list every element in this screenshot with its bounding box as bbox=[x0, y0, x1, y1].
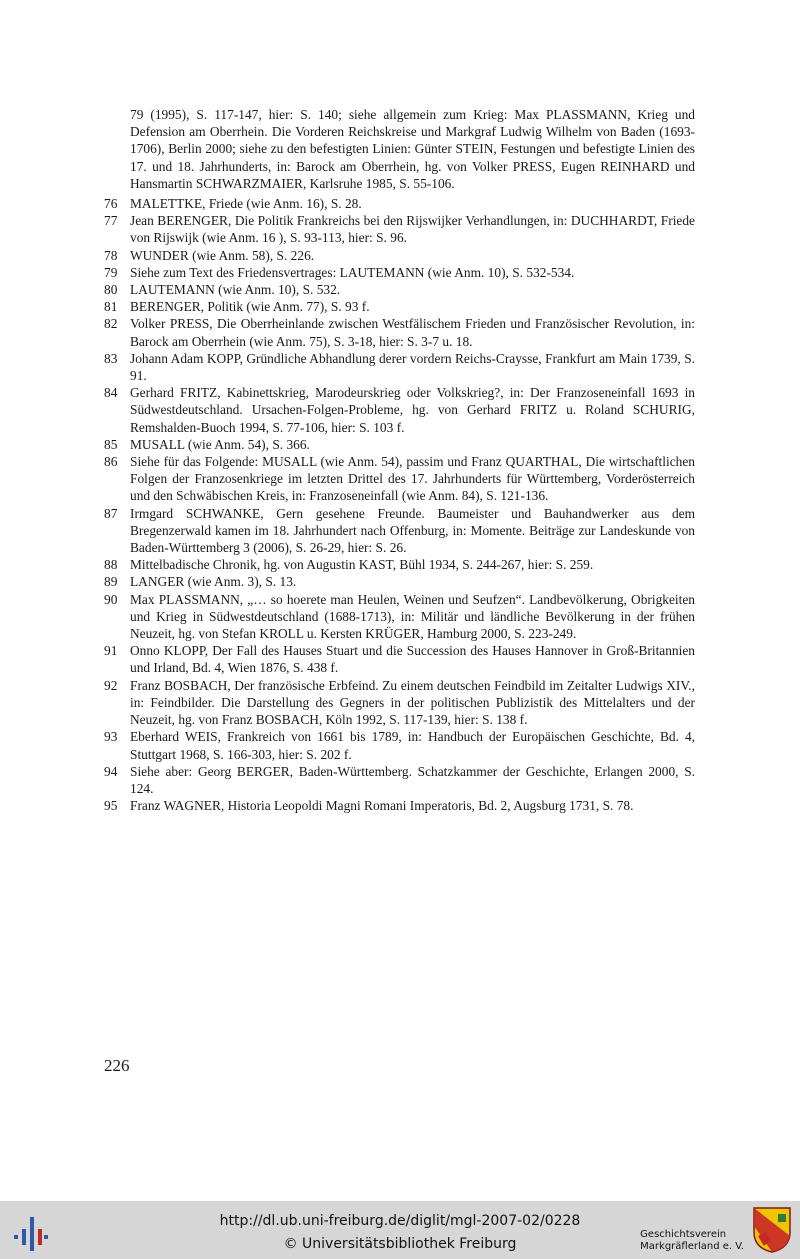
footnote-92 bbox=[104, 677, 695, 729]
footer-url[interactable]: http://dl.ub.uni-freiburg.de/diglit/mgl-2007-02/0228 bbox=[219, 1213, 581, 1229]
footnote-number: 91 bbox=[104, 643, 118, 659]
society-line-2: Markgräflerland e. V. bbox=[640, 1241, 744, 1252]
footnote-77 bbox=[104, 212, 695, 246]
footnote-number: 83 bbox=[104, 350, 118, 366]
footnote-number: 86 bbox=[104, 454, 118, 470]
footnote-text: MALETTKE, Friede (wie Anm. 16), S. 28. bbox=[130, 196, 362, 211]
footnote-text: Franz WAGNER, Historia Leopoldi Magni Romani Imperatoris, Bd. 2, Augsburg 1731, S. 78. bbox=[130, 798, 634, 814]
footnote-number: 94 bbox=[104, 763, 118, 779]
society-name bbox=[640, 1229, 744, 1253]
footnote-text: LANGER (wie Anm. 3), S. 13. bbox=[130, 574, 297, 590]
footnote-number: 90 bbox=[104, 591, 118, 607]
footnote-continuation: 79 (1995), S. 117-147, hier: S. 140; siehe allgemein zum Krieg: Max PLASSMANN, Krieg und Defension am Oberrhein. Die Vorderen Reichskreise und Markgraf Ludwig Wilhelm von Baden (1693-1706), Berlin 2000; siehe zu den befestigten Linien: Günter STEIN, Festungen und befestigte Linien des 17. und 18. Jahrhunderts, in: Barock am Oberrhein, hg. von Volker PRESS, Eugen REINHARD und Hansmartin SCHWARZMAIER, Karlsruhe 1985, S. 55-106. bbox=[130, 107, 695, 191]
footnote-number: 77 bbox=[104, 213, 118, 229]
footnote-95 bbox=[104, 797, 695, 814]
footnote-78 bbox=[104, 247, 695, 264]
footnote-number: 82 bbox=[104, 316, 118, 332]
footnote-text: WUNDER (wie Anm. 58), S. 226. bbox=[130, 247, 315, 263]
footnote-82 bbox=[104, 315, 695, 349]
footnote-number: 84 bbox=[104, 385, 118, 401]
footnote-text: Siehe für das Folgende: MUSALL (wie Anm. 54), passim und Franz QUARTHAL, Die wirtschaftlichen Folgen der Franzosenkriege im letzten Drittel des 17. Jahrhunderts für Württemberg, Vorderösterreich und den Schwäbischen Kreis, in: Franzoseneinfall (wie Anm. 84), S. 121-136. bbox=[130, 454, 695, 504]
footer-bar bbox=[0, 1201, 800, 1259]
footnote-number: 92 bbox=[104, 677, 118, 693]
footnote-text: BERENGER, Politik (wie Anm. 77), S. 93 f. bbox=[130, 299, 370, 315]
footer-copyright: © Universitätsbibliothek Freiburg bbox=[283, 1236, 517, 1252]
footnote-number: 78 bbox=[104, 247, 118, 263]
footnote-text: MUSALL (wie Anm. 54), S. 366. bbox=[130, 436, 310, 452]
footnote-84 bbox=[104, 384, 695, 436]
footnote-text: Franz BOSBACH, Der französische Erbfeind. Zu einem deutschen Feindbild im Zeitalter Ludwigs XIV., in: Feindbilder. Die Darstellung des Gegners in der politischen Publizistik des Mittelalters und der Neuzeit, hg. von Franz BOSBACH, Köln 1992, S. 117-139, hier: S. 138 f. bbox=[130, 677, 695, 728]
footnote-list bbox=[104, 195, 695, 814]
footnote-86 bbox=[104, 453, 695, 505]
footnote-number: 89 bbox=[104, 574, 118, 590]
footnote-93 bbox=[104, 728, 695, 762]
footnote-94 bbox=[104, 763, 695, 797]
footnote-83 bbox=[104, 350, 695, 384]
footnote-text: Max PLASSMANN, „… so hoerete man Heulen, Weinen und Seufzen“. Landbevölkerung, Obrigkeiten und Krieg in Südwestdeutschland (1688-1713), in: Militär und ländliche Bevölkerung in der frühen Neuzeit, hg. von Stefan KROLL u. Kersten KRÜGER, Hamburg 2000, S. 223-249. bbox=[130, 591, 695, 642]
society-line-1: Geschichtsverein bbox=[640, 1229, 727, 1240]
footnote-text: Eberhard WEIS, Frankreich von 1661 bis 1789, in: Handbuch der Europäischen Geschichte, Bd. 4, Stuttgart 1968, S. 166-303, hier: S. 202 f. bbox=[130, 729, 695, 762]
footnote-90 bbox=[104, 591, 695, 643]
footnote-text: Johann Adam KOPP, Gründliche Abhandlung derer vordern Reichs-Craysse, Frankfurt am Main 1739, S. 91. bbox=[130, 350, 695, 384]
footnote-91 bbox=[104, 642, 695, 676]
footnote-number: 93 bbox=[104, 729, 118, 745]
footnote-79 bbox=[104, 264, 695, 281]
footnote-81 bbox=[104, 298, 695, 315]
footnote-text: Irmgard SCHWANKE, Gern gesehene Freunde. Baumeister und Bauhandwerker aus dem Bregenzerwald kamen im 18. Jahrhundert nach Offenburg, in: Momente. Beiträge zur Landeskunde von Baden-Württemberg 3 (2006), S. 26-29, hier: S. 26. bbox=[130, 505, 695, 556]
footnote-text: Volker PRESS, Die Oberrheinlande zwischen Westfälischem Frieden und Französischer Revolution, in: Barock am Oberrhein (wie Anm. 75), S. 3-18, hier: S. 3-7 u. 18. bbox=[130, 316, 695, 349]
footnote-text: Siehe aber: Georg BERGER, Baden-Württemberg. Schatzkammer der Geschichte, Erlangen 2000, S. 124. bbox=[130, 763, 695, 796]
footnote-number: 87 bbox=[104, 505, 118, 521]
footnote-85 bbox=[104, 436, 695, 453]
footnote-number: 95 bbox=[104, 798, 118, 814]
footnote-text: Jean BERENGER, Die Politik Frankreichs bei den Rijswijker Verhandlungen, in: DUCHHARDT, Friede von Rijswijk (wie Anm. 16 ), S. 93-113, hier: S. 96. bbox=[130, 213, 695, 246]
footnote-text: LAUTEMANN (wie Anm. 10), S. 532. bbox=[130, 282, 341, 298]
coat-of-arms-icon bbox=[752, 1206, 792, 1254]
footnote-number: 88 bbox=[104, 557, 118, 573]
footnote-text: Onno KLOPP, Der Fall des Hauses Stuart und die Succession des Hauses Hannover in Groß-Britannien und Irland, Bd. 4, Wien 1876, S. 438 f. bbox=[130, 643, 695, 676]
footnote-number: 85 bbox=[104, 436, 118, 452]
footnote-76 bbox=[104, 195, 695, 212]
footnote-80 bbox=[104, 281, 695, 298]
footnote-87 bbox=[104, 505, 695, 557]
page-number: 226 bbox=[104, 1056, 130, 1075]
footnote-text: Siehe zum Text des Friedensvertrages: LAUTEMANN (wie Anm. 10), S. 532-534. bbox=[130, 264, 575, 280]
footnote-number: 81 bbox=[104, 299, 118, 315]
footnote-number: 80 bbox=[104, 282, 118, 298]
footnote-text: Gerhard FRITZ, Kabinettskrieg, Marodeurskrieg oder Volkskrieg?, in: Der Franzoseneinfall 1693 in Südwestdeutschland. Ursachen-Folgen-Probleme, hg. von Gerhard FRITZ u. Roland SCHURIG, Remshalden-Buoch 1994, S. 77-106, hier: S. 103 f. bbox=[130, 385, 695, 435]
footnote-number: 76 bbox=[104, 196, 118, 211]
footnote-number: 79 bbox=[104, 264, 118, 280]
footnote-text: Mittelbadische Chronik, hg. von Augustin KAST, Bühl 1934, S. 244-267, hier: S. 259. bbox=[130, 557, 594, 573]
footnote-88 bbox=[104, 556, 695, 573]
footnote-89 bbox=[104, 573, 695, 590]
